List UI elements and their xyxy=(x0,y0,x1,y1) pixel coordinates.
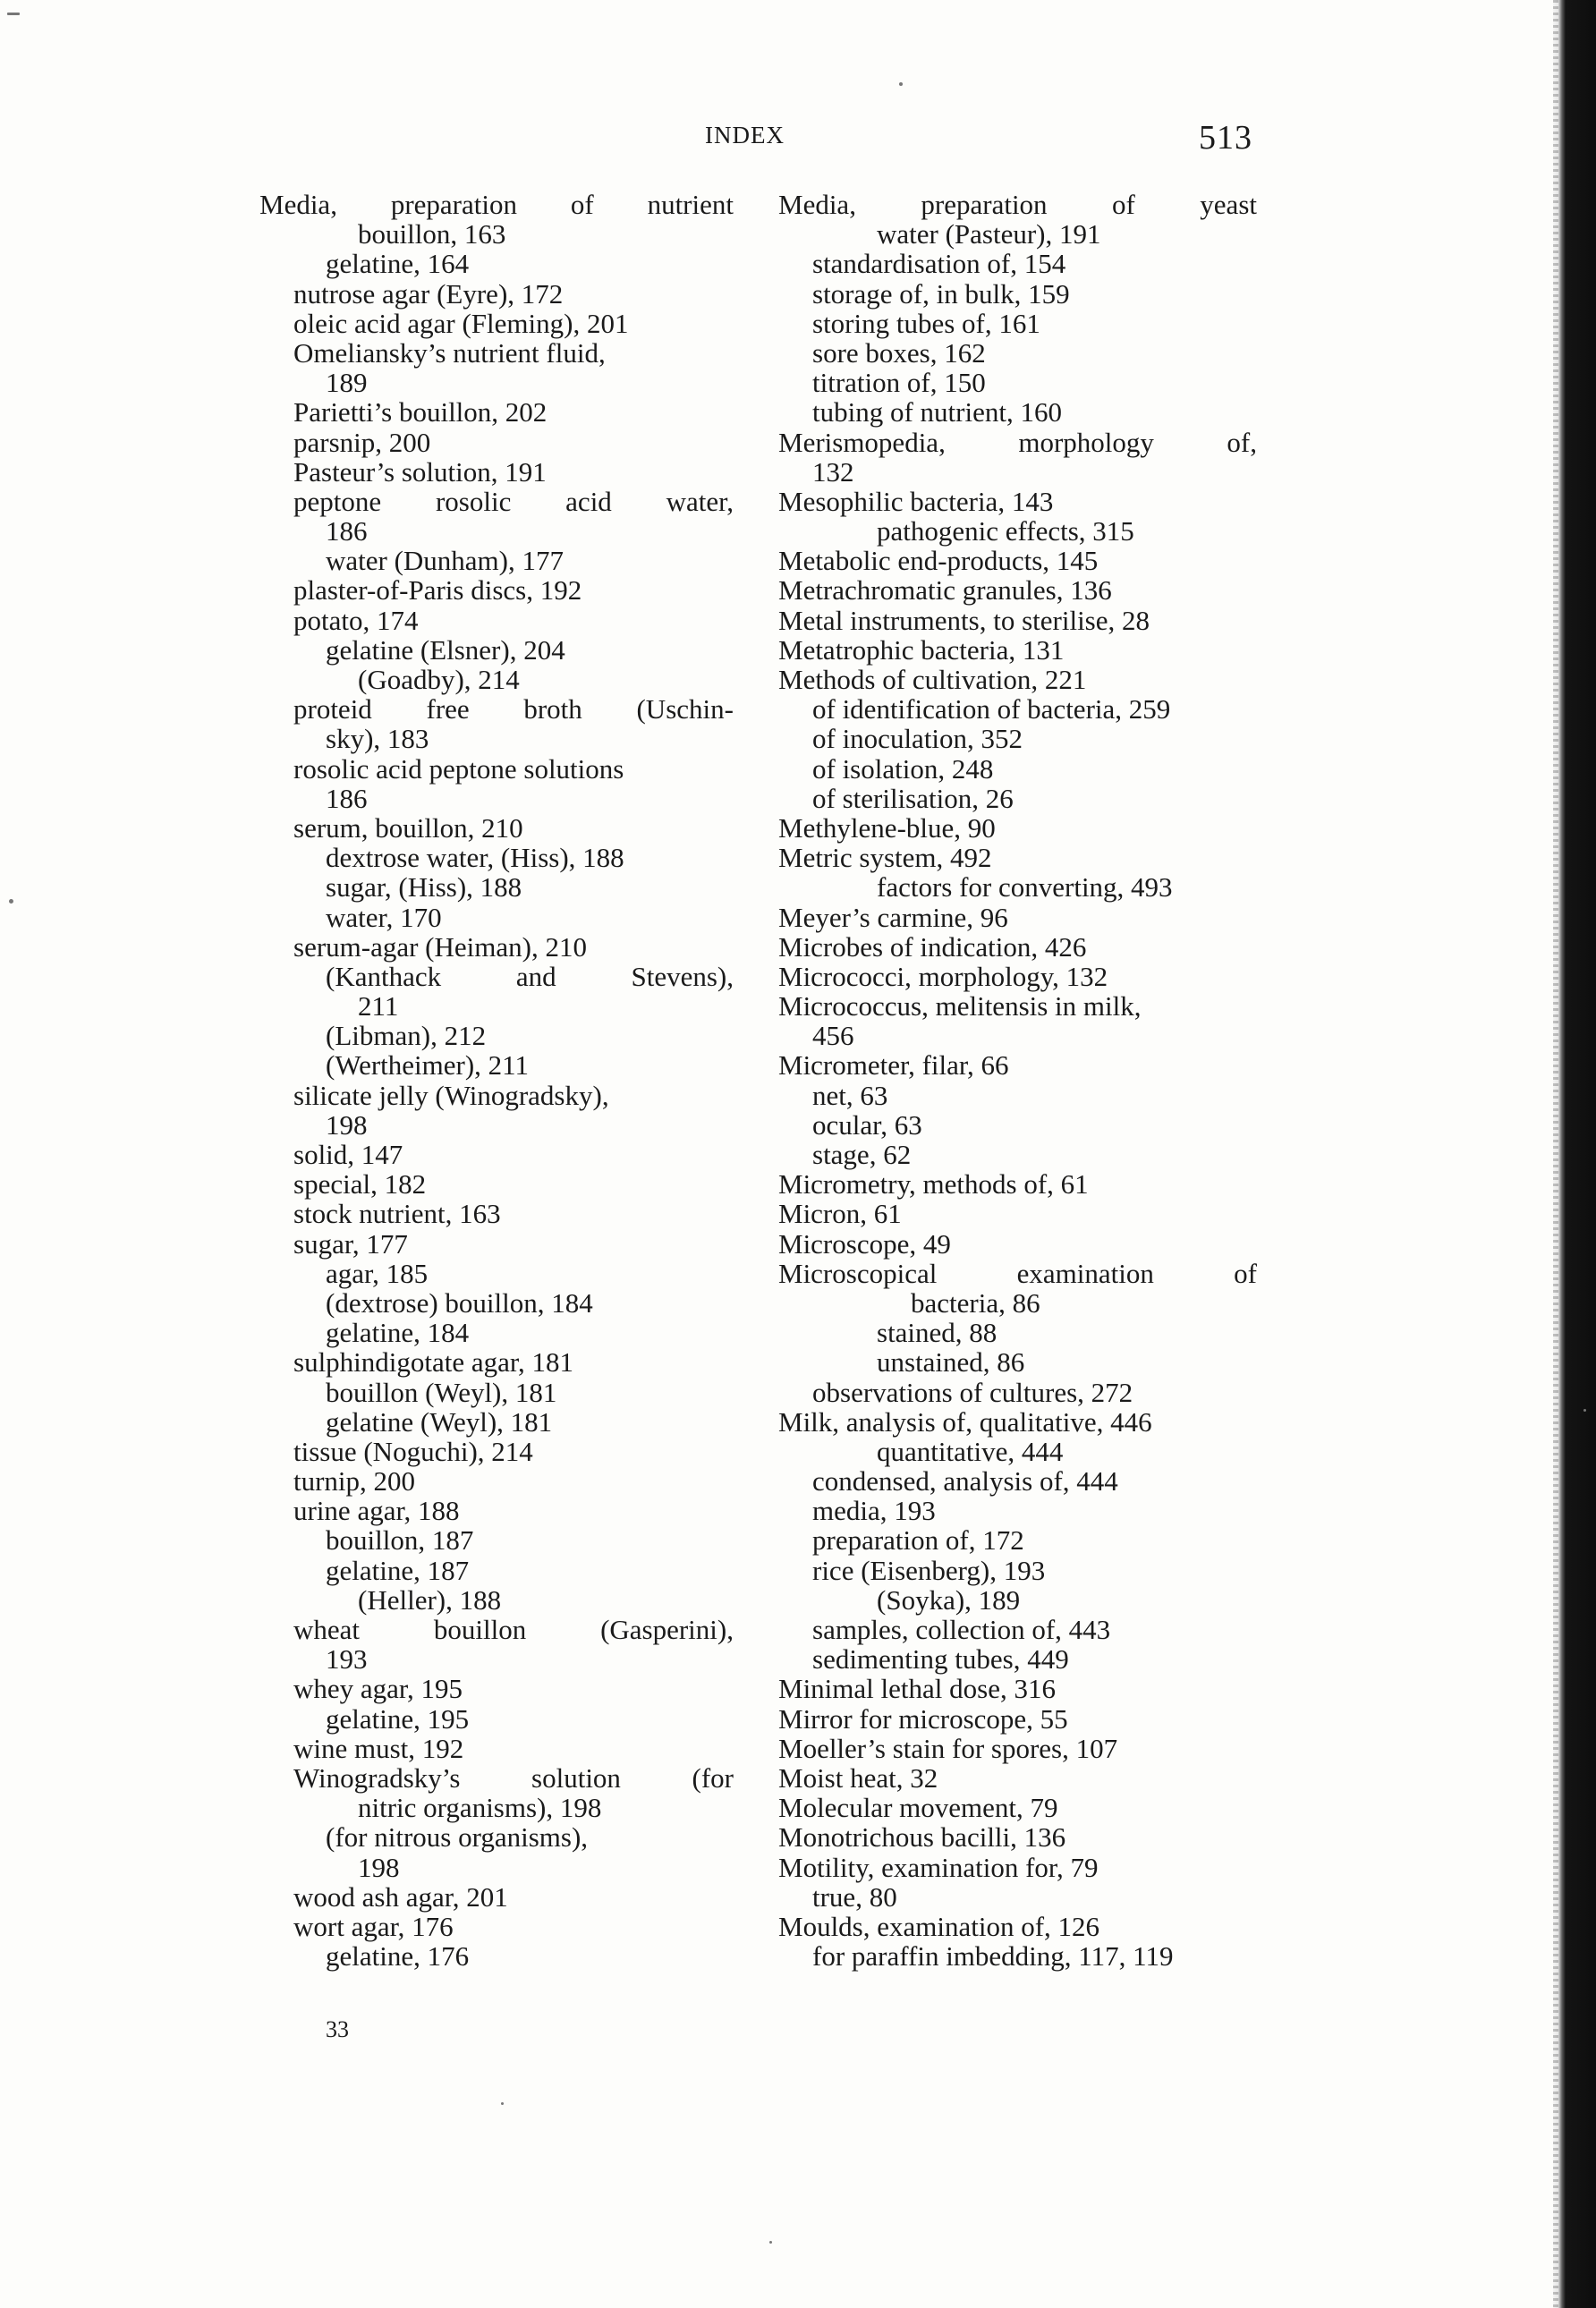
left-index-entry: plaster-of-Paris discs, 192 xyxy=(293,574,582,607)
right-index-entry: factors for converting, 493 xyxy=(877,871,1173,904)
right-index-entry: of identification of bacteria, 259 xyxy=(812,693,1171,725)
right-index-entry: Micrometer, filar, 66 xyxy=(778,1049,1009,1082)
right-index-entry: Metabolic end-products, 145 xyxy=(778,545,1099,577)
left-index-entry: 186 xyxy=(326,515,368,547)
left-index-entry: Winogradsky’s solution (for xyxy=(293,1761,734,1794)
right-index-entry: Molecular movement, 79 xyxy=(778,1792,1058,1824)
right-index-entry: Microscopical examination of xyxy=(778,1257,1257,1289)
left-index-entry: special, 182 xyxy=(293,1168,427,1201)
left-index-entry: serum-agar (Heiman), 210 xyxy=(293,930,587,963)
signature-mark: 33 xyxy=(326,2016,349,2042)
scan-speck xyxy=(899,82,903,86)
left-index-entry: tissue (Noguchi), 214 xyxy=(293,1435,533,1467)
left-index-entry: Omeliansky’s nutrient fluid, xyxy=(293,336,606,369)
left-index-entry: wort agar, 176 xyxy=(293,1910,454,1942)
right-index-entry: Mesophilic bacteria, 143 xyxy=(778,485,1054,517)
left-index-entry: turnip, 200 xyxy=(293,1465,416,1498)
right-index-entry: stained, 88 xyxy=(877,1317,998,1349)
right-index-entry: condensed, analysis of, 444 xyxy=(812,1465,1118,1498)
left-index-entry: Pasteur’s solution, 191 xyxy=(293,455,547,488)
left-index-entry: agar, 185 xyxy=(326,1257,429,1289)
right-index-entry: Mirror for microscope, 55 xyxy=(778,1702,1068,1735)
right-index-entry: Meyer’s carmine, 96 xyxy=(778,901,1008,933)
scan-speck xyxy=(1583,1409,1586,1412)
left-index-entry: solid, 147 xyxy=(293,1139,403,1170)
left-index-entry: wheat bouillon (Gasperini), xyxy=(293,1614,734,1645)
right-index-entry: (Soyka), 189 xyxy=(877,1583,1021,1616)
left-index-entry: urine agar, 188 xyxy=(293,1495,460,1527)
right-index-entry: water (Pasteur), 191 xyxy=(877,218,1101,250)
left-index-entry: (Heller), 188 xyxy=(358,1583,502,1616)
index-column-left xyxy=(259,190,743,1971)
right-index-entry: Metatrophic bacteria, 131 xyxy=(778,633,1065,666)
right-index-entry: tubing of nutrient, 160 xyxy=(812,396,1062,429)
right-index-entry: Moeller’s stain for spores, 107 xyxy=(778,1732,1118,1764)
left-index-entry: rosolic acid peptone solutions xyxy=(293,752,624,785)
left-index-entry: proteid free broth (Uschin- xyxy=(293,693,734,725)
right-index-entry: Micrococci, morphology, 132 xyxy=(778,960,1108,992)
left-index-entry: 198 xyxy=(326,1108,368,1141)
right-index-entry: net, 63 xyxy=(812,1079,888,1111)
right-index-entry: Micrococcus, melitensis in milk, xyxy=(778,990,1142,1022)
left-index-entry: Parietti’s bouillon, 202 xyxy=(293,396,548,429)
right-index-entry: Microscope, 49 xyxy=(778,1227,951,1260)
right-index-entry: sedimenting tubes, 449 xyxy=(812,1643,1069,1676)
right-index-entry: Metal instruments, to sterilise, 28 xyxy=(778,604,1150,636)
left-index-entry: sugar, (Hiss), 188 xyxy=(326,871,522,904)
left-index-entry: gelatine (Weyl), 181 xyxy=(326,1405,553,1438)
left-index-entry: sugar, 177 xyxy=(293,1227,408,1260)
left-index-entry: gelatine, 184 xyxy=(326,1317,470,1349)
left-index-entry: 186 xyxy=(326,782,368,814)
right-index-entry: storing tubes of, 161 xyxy=(812,307,1040,339)
left-index-entry: 211 xyxy=(358,990,399,1022)
left-index-entry: silicate jelly (Winogradsky), xyxy=(293,1079,609,1111)
left-index-entry: sulphindigotate agar, 181 xyxy=(293,1346,573,1379)
scan-speck xyxy=(769,2241,772,2244)
right-index-entry: titration of, 150 xyxy=(812,367,986,399)
right-index-entry: Monotrichous bacilli, 136 xyxy=(778,1821,1066,1854)
left-index-entry: nutrose agar (Eyre), 172 xyxy=(293,277,564,310)
left-index-entry: stock nutrient, 163 xyxy=(293,1198,501,1230)
right-index-entry: Milk, analysis of, qualitative, 446 xyxy=(778,1405,1152,1438)
right-index-entry: unstained, 86 xyxy=(877,1346,1025,1379)
left-index-entry: gelatine, 187 xyxy=(326,1554,470,1586)
left-index-entry: (Goadby), 214 xyxy=(358,664,520,695)
right-index-entry: storage of, in bulk, 159 xyxy=(812,277,1070,310)
right-index-entry: of isolation, 248 xyxy=(812,752,994,785)
left-index-entry: gelatine, 176 xyxy=(326,1940,470,1973)
right-index-entry: Media, preparation of yeast xyxy=(778,189,1257,220)
scan-mark xyxy=(7,13,20,15)
left-index-entry: peptone rosolic acid water, xyxy=(293,485,734,517)
left-index-entry: wine must, 192 xyxy=(293,1732,464,1764)
right-index-entry: ocular, 63 xyxy=(812,1108,922,1141)
right-index-entry: stage, 62 xyxy=(812,1139,912,1170)
right-index-entry: Merismopedia, morphology of, xyxy=(778,426,1257,458)
right-index-entry: Methylene-blue, 90 xyxy=(778,811,996,844)
right-index-entry: Micron, 61 xyxy=(778,1198,902,1230)
left-index-entry: gelatine, 164 xyxy=(326,248,470,280)
left-index-entry: gelatine, 195 xyxy=(326,1702,470,1735)
right-index-entry: 456 xyxy=(812,1020,854,1052)
left-index-entry: whey agar, 195 xyxy=(293,1673,463,1705)
left-index-entry: (Wertheimer), 211 xyxy=(326,1049,530,1082)
left-index-entry: bouillon (Weyl), 181 xyxy=(326,1376,557,1408)
left-index-entry: potato, 174 xyxy=(293,604,419,636)
right-index-entry: Metrachromatic granules, 136 xyxy=(778,574,1112,607)
page-edge-shadow xyxy=(1553,0,1596,2308)
right-index-entry: pathogenic effects, 315 xyxy=(877,515,1134,547)
left-index-entry: oleic acid agar (Fleming), 201 xyxy=(293,307,629,339)
right-index-entry: for paraffin imbedding, 117, 119 xyxy=(812,1940,1174,1973)
right-index-entry: Minimal lethal dose, 316 xyxy=(778,1673,1056,1705)
left-index-entry: wood ash agar, 201 xyxy=(293,1880,508,1913)
page-number: 513 xyxy=(1199,119,1252,157)
left-index-entry: (Libman), 212 xyxy=(326,1020,487,1052)
left-index-entry: water, 170 xyxy=(326,901,442,933)
left-index-entry: 193 xyxy=(326,1643,368,1676)
left-index-entry: sky), 183 xyxy=(326,723,429,755)
left-index-entry: parsnip, 200 xyxy=(293,426,431,458)
right-index-entry: rice (Eisenberg), 193 xyxy=(812,1554,1046,1586)
right-index-entry: Moulds, examination of, 126 xyxy=(778,1910,1100,1942)
left-index-entry: bouillon, 187 xyxy=(326,1524,474,1557)
right-index-entry: Metric system, 492 xyxy=(778,842,992,874)
left-index-entry: 189 xyxy=(326,367,368,399)
left-index-entry: serum, bouillon, 210 xyxy=(293,811,523,844)
scan-speck xyxy=(501,2102,504,2105)
left-index-entry: (Kanthack and Stevens), xyxy=(326,960,734,992)
left-index-entry: water (Dunham), 177 xyxy=(326,545,564,577)
right-index-entry: Methods of cultivation, 221 xyxy=(778,664,1087,695)
left-index-entry: 198 xyxy=(358,1851,400,1883)
right-index-entry: quantitative, 444 xyxy=(877,1435,1064,1467)
right-index-entry: of sterilisation, 26 xyxy=(812,782,1014,814)
left-index-entry: bouillon, 163 xyxy=(358,218,506,250)
right-index-entry: Microbes of indication, 426 xyxy=(778,930,1087,963)
left-index-entry: (for nitrous organisms), xyxy=(326,1821,589,1854)
scan-speck xyxy=(9,899,13,904)
left-index-entry: dextrose water, (Hiss), 188 xyxy=(326,842,624,874)
left-index-entry: nitric organisms), 198 xyxy=(358,1792,602,1824)
right-index-entry: media, 193 xyxy=(812,1495,936,1527)
right-index-entry: Motility, examination for, 79 xyxy=(778,1851,1099,1883)
left-index-entry: gelatine (Elsner), 204 xyxy=(326,633,565,666)
left-index-entry: (dextrose) bouillon, 184 xyxy=(326,1286,593,1319)
left-index-entry: Media, preparation of nutrient xyxy=(259,189,734,220)
right-index-entry: observations of cultures, 272 xyxy=(812,1376,1133,1408)
right-index-entry: preparation of, 172 xyxy=(812,1524,1024,1557)
running-head-title: INDEX xyxy=(705,122,785,148)
running-head xyxy=(0,118,1596,163)
right-index-entry: samples, collection of, 443 xyxy=(812,1614,1111,1645)
index-column-right xyxy=(778,190,1261,1971)
right-index-entry: Moist heat, 32 xyxy=(778,1761,938,1794)
right-index-entry: bacteria, 86 xyxy=(911,1286,1040,1319)
right-index-entry: standardisation of, 154 xyxy=(812,248,1066,280)
right-index-entry: of inoculation, 352 xyxy=(812,723,1023,755)
right-index-entry: Micrometry, methods of, 61 xyxy=(778,1168,1089,1201)
right-index-entry: 132 xyxy=(812,455,854,488)
right-index-entry: sore boxes, 162 xyxy=(812,336,986,369)
right-index-entry: true, 80 xyxy=(812,1880,897,1913)
